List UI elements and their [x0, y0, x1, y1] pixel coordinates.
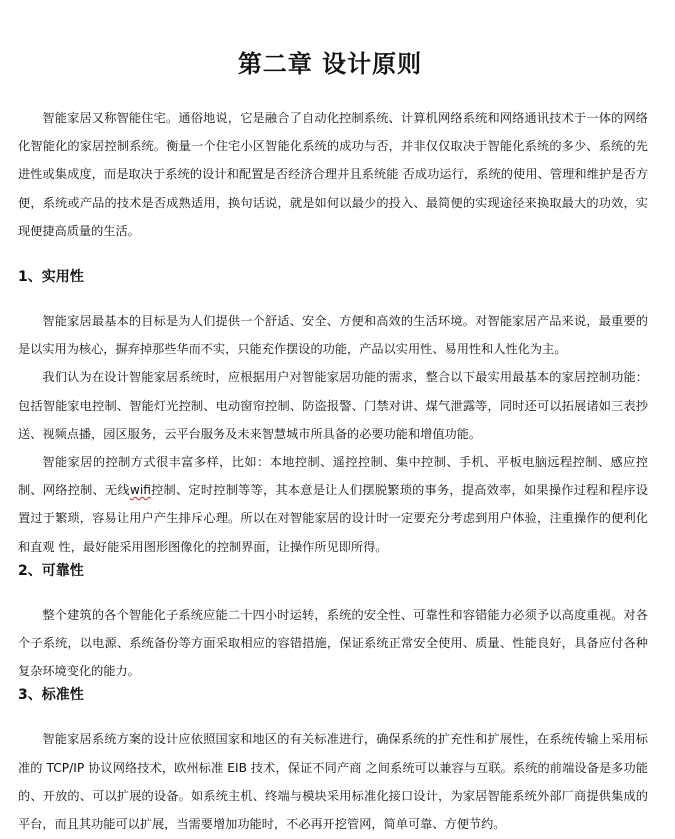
- section-heading-reliability: 2、可靠性: [18, 562, 84, 579]
- spellcheck-underlined-word: wifi: [129, 483, 151, 498]
- practicality-paragraph-2: 我们认为在设计智能家居系统时，应根据用户对智能家居功能的需求，整合以下最实用最基本的家居控制功能：包括智能家电控制、智能灯光控制、电动窗帘控制、防盗报警、门禁对讲、煤气泄露等，同时还可以拓展诸如三表抄送、视频点播，园区服务，云平台服务及未来智慧城市所具备的必要功能和增值功能。: [18, 370, 648, 441]
- reliability-paragraph-1: 整个建筑的各个智能化子系统应能二十四小时运转，系统的安全性、可靠性和容错能力必须予以高度重视。对各个子系统，以电源、系统备份等方面采取相应的容错措施，保证系统正常安全使用、质量、性能良好，具备应付各种复杂环境变化的能力。: [18, 607, 648, 679]
- practicality-paragraph-3-part-2: 控制、定时控制等等，其本意是让人们摆脱繁琐的事务，提高效率，如果操作过程和程序设置过于繁琐，容易让用户产生排斥心理。所以在对智能家居的设计时一定要充分考虑到用户体验，注重操作的便利化和直观 性，最好能采用图形图像化的控制界面，让操作所见即所得。: [18, 483, 649, 554]
- document-body: [18, 104, 648, 838]
- practicality-paragraph-3-part-1: 智能家居的控制方式很丰富多样，比如：本地控制、遥控控制、集中控制、手机、平板电脑远程控制、感应控制、网络控制、无线: [18, 455, 648, 498]
- intro-paragraph: 智能家居又称智能住宅。通俗地说，它是融合了自动化控制系统、计算机网络系统和网络通讯技术于一体的网络化智能化的家居控制系统。衡量一个住宅小区智能化系统的成功与否，并非仅仅取决于智能化系统的多少、系统的先进性或集成度，而是取决于系统的设计和配置是否经济合理并且系统能 否成功运行，系统的使用、管理和维护是否方便，系统或产品的技术是否成熟适用，换句话说，就是如何以最少的投入、最简便的实现途径来换取最大的功效，实现便捷高质量的生活。: [18, 111, 648, 238]
- section-reliability: [18, 561, 648, 686]
- practicality-paragraph-1: 智能家居最基本的目标是为人们提供一个舒适、安全、方便和高效的生活环境。对智能家居产品来说，最重要的是以实用为核心，摒弃掉那些华而不实，只能充作摆设的功能，产品以实用性、易用性和人性化为主。: [18, 314, 648, 357]
- section-standardization: [18, 685, 648, 838]
- section-heading-standardization: 3、标准性: [18, 687, 84, 704]
- section-practicality: [18, 267, 648, 561]
- practicality-paragraph-3: [18, 448, 648, 561]
- standardization-paragraph-1: 智能家居系统方案的设计应依照国家和地区的有关标准进行，确保系统的扩充性和扩展性，在系统传输上采用标准的 TCP/IP 协议网络技术，欧州标准 EIB 技术，保证不同产商 之间系统可以兼容与互联。系统的前端设备是多功能的、开放的、可以扩展的设备。如系统主机、终端与模块采用标准化接口设计，为家居智能系统外部厂商提供集成的平台，而且其功能可以扩展，当需要增加功能时，不必再开挖管网，简单可靠、方便节约。: [18, 732, 648, 832]
- section-heading-practicality: 1、实用性: [18, 269, 84, 286]
- chapter-title: 第二章 设计原则: [237, 49, 423, 78]
